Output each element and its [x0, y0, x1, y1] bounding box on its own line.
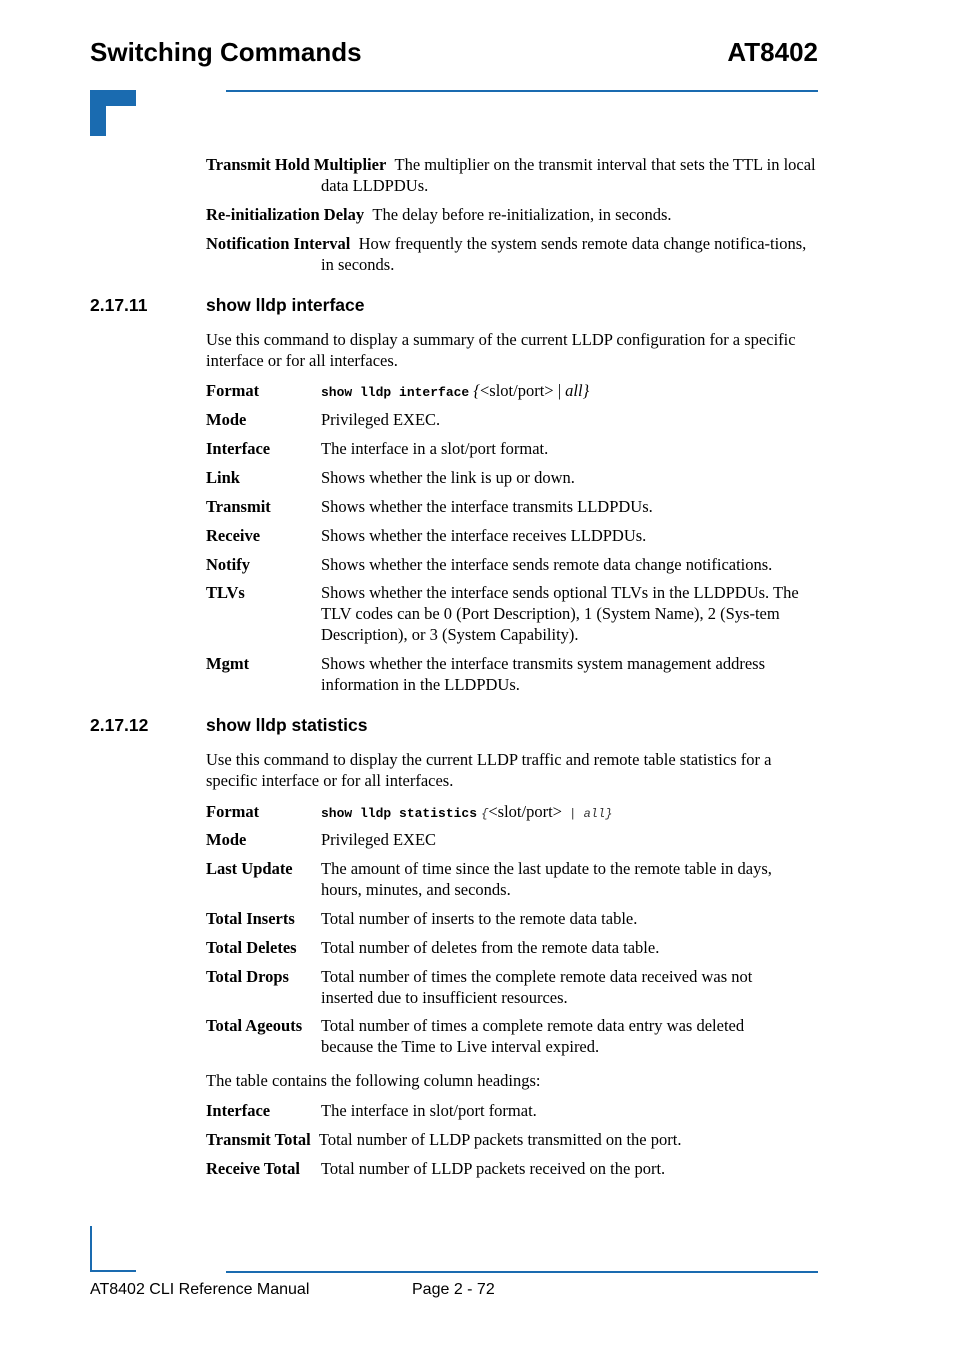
format-syntax	[321, 801, 821, 825]
definition-desc: The delay before re-initialization, in seconds.	[372, 205, 672, 224]
desc-link: Shows whether the link is up or down.	[321, 468, 575, 487]
corner-mark-top-horizontal	[90, 90, 136, 106]
corner-mark-bottom-vertical	[90, 1226, 92, 1272]
desc-interface: The interface in a slot/port format.	[321, 439, 549, 458]
term-total-ageouts: Total Ageouts	[206, 1016, 303, 1035]
format-all: all	[565, 381, 583, 400]
header-rule	[226, 90, 818, 92]
term-interface: Interface	[206, 439, 271, 458]
column-transmit-total	[206, 1129, 818, 1150]
brace-open: {	[481, 807, 489, 821]
column-receive-total-term: Receive Total	[206, 1159, 300, 1178]
footer-manual-title: AT8402 CLI Reference Manual	[90, 1281, 310, 1298]
command-name: show lldp statistics	[321, 806, 478, 821]
desc-receive: Shows whether the interface receives LLDPDUs.	[321, 526, 647, 545]
table-intro: The table contains the following column headings:	[206, 1071, 541, 1090]
format-arg: <slot/port>	[488, 802, 562, 821]
desc-mode: Privileged EXEC.	[321, 410, 441, 429]
definition-desc: The multiplier on the transmit interval that sets the TTL in local data LLDPDUs.	[321, 155, 816, 195]
format-separator: |	[561, 807, 584, 821]
definition-transmit-hold-multiplier	[206, 154, 818, 196]
section-title: show lldp interface	[206, 295, 365, 315]
desc-total-ageouts: Total number of times a complete remote data entry was deleted because the Time to Live interval expired.	[321, 1016, 745, 1056]
term-notify: Notify	[206, 555, 250, 574]
page-header-title: Switching Commands	[90, 37, 362, 67]
desc-last-update: The amount of time since the last update to the remote table in days, hours, minutes, and seconds.	[321, 859, 772, 899]
column-interface-desc: The interface in slot/port format.	[321, 1101, 537, 1120]
desc-total-deletes: Total number of deletes from the remote data table.	[321, 938, 660, 957]
format-separator: |	[553, 381, 566, 400]
term-total-inserts: Total Inserts	[206, 909, 295, 928]
desc-mgmt: Shows whether the interface transmits system management address information in the LLDPDUs.	[321, 654, 766, 694]
section-title: show lldp statistics	[206, 715, 368, 735]
section-number: 2.17.12	[90, 715, 149, 735]
term-mgmt: Mgmt	[206, 654, 250, 673]
term-total-deletes: Total Deletes	[206, 938, 297, 957]
term-link: Link	[206, 468, 240, 487]
desc-total-drops: Total number of times the complete remote data received was not inserted due to insufficient resources.	[321, 967, 753, 1007]
definition-term: Notification Interval	[206, 234, 351, 253]
definition-notification-interval	[206, 233, 818, 275]
term-tlvs: TLVs	[206, 583, 245, 602]
column-desc: Total number of LLDP packets transmitted on the port.	[318, 1130, 682, 1149]
definition-term: Re-initialization Delay	[206, 205, 365, 224]
format-label: Format	[206, 802, 260, 821]
section-intro: Use this command to display a summary of the current LLDP configuration for a specific interface or for all interfaces.	[206, 330, 796, 370]
brace-open: {	[473, 381, 480, 400]
command-name: show lldp interface	[321, 385, 470, 400]
definition-term: Transmit Hold Multiplier	[206, 155, 387, 174]
footer-rule	[226, 1271, 818, 1273]
format-all: all	[583, 807, 606, 821]
desc-mode: Privileged EXEC	[321, 830, 437, 849]
section-intro: Use this command to display the current LLDP traffic and remote table statistics for a specific interface or for all interfaces.	[206, 750, 772, 790]
desc-tlvs: Shows whether the interface sends optional TLVs in the LLDPDUs. The TLV codes can be 0 (Port Description), 1 (System Name), 2 (Sys-tem Description), or 3 (System Capability).	[321, 583, 799, 644]
column-receive-total-desc: Total number of LLDP packets received on the port.	[321, 1159, 666, 1178]
desc-transmit: Shows whether the interface transmits LLDPDUs.	[321, 497, 653, 516]
desc-notify: Shows whether the interface sends remote data change notifications.	[321, 555, 773, 574]
corner-mark-bottom-horizontal	[90, 1270, 136, 1272]
brace-close: }	[605, 807, 613, 821]
column-interface-term: Interface	[206, 1101, 271, 1120]
format-arg: <slot/port>	[479, 381, 554, 400]
term-transmit: Transmit	[206, 497, 271, 516]
term-mode: Mode	[206, 830, 247, 849]
footer-page-number: Page 2 - 72	[412, 1281, 495, 1298]
term-last-update: Last Update	[206, 859, 293, 878]
term-receive: Receive	[206, 526, 261, 545]
format-syntax	[321, 380, 821, 403]
format-label: Format	[206, 381, 260, 400]
term-mode: Mode	[206, 410, 247, 429]
definition-desc: How frequently the system sends remote data change notifica-tions, in seconds.	[321, 234, 807, 274]
definition-reinit-delay	[206, 204, 818, 225]
desc-total-inserts: Total number of inserts to the remote data table.	[321, 909, 638, 928]
section-number: 2.17.11	[90, 295, 148, 315]
column-term: Transmit Total	[206, 1130, 311, 1149]
brace-close: }	[582, 381, 590, 400]
term-total-drops: Total Drops	[206, 967, 289, 986]
product-name: AT8402	[727, 37, 818, 67]
